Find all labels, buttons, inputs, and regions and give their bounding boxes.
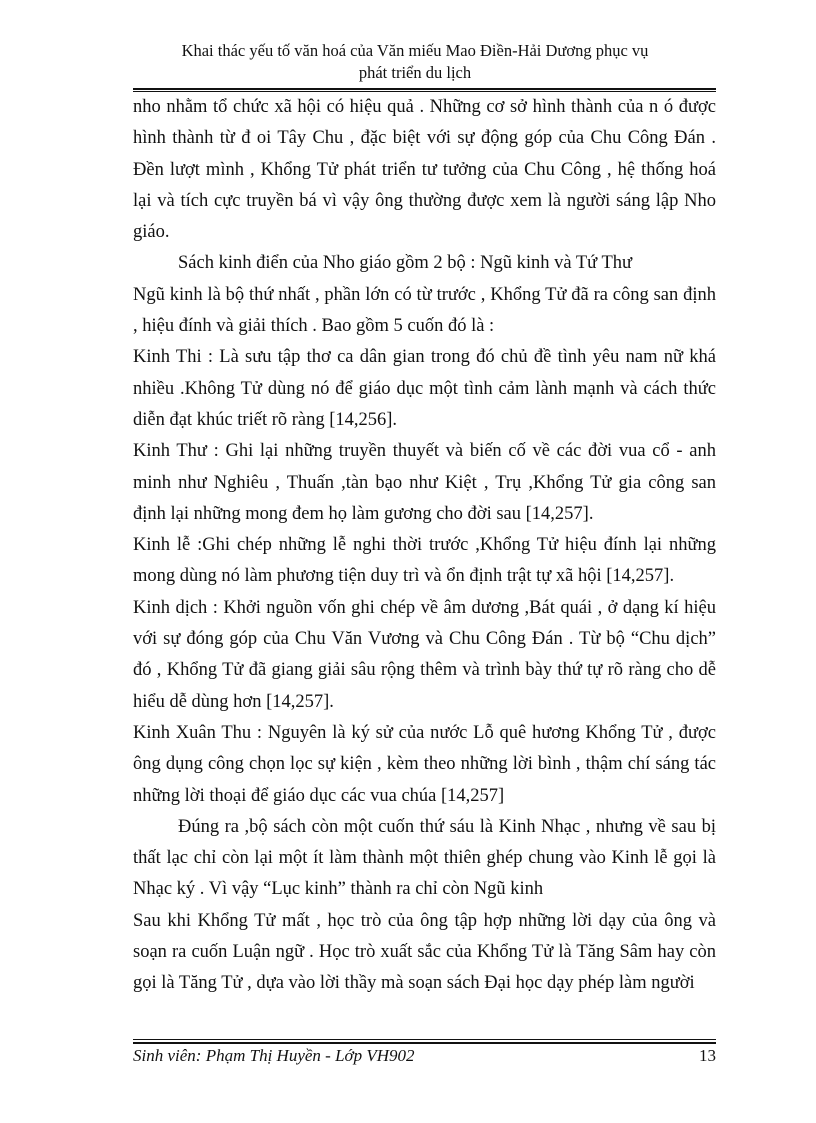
paragraph-luan-ngu: Sau khi Khổng Tử mất , học trò của ông tập hợp những lời dạy của ông và soạn ra cuốn Luận ngữ . Học trò xuất sắc của Khổng Tử là Tăng Sâm hay còn gọi là Tăng Tử , dựa vào lời thầy mà soạn sách Đại học dạy phép làm người bbox=[133, 910, 716, 994]
footer-author: Sinh viên: Phạm Thị Huyền - Lớp VH902 bbox=[133, 1046, 415, 1065]
header-title-line-2: phát triển du lịch bbox=[358, 63, 472, 82]
paragraph-classics-heading: Sách kinh điển của Nho giáo gồm 2 bộ : Ngũ kinh và Tứ Thư bbox=[178, 253, 633, 274]
paragraph-kinh-thu: Kinh Thư : Ghi lại những truyền thuyết và biến cố về các đời vua cổ - anh minh như Nghiêu , Thuấn ,tàn bạo như Kiệt , Trụ ,Khổng Tử gia công san định lại những mong đem họ làm gương cho đời sau [14,257]. bbox=[133, 441, 716, 524]
paragraph-kinh-dich: Kinh dịch : Khởi nguồn vốn ghi chép về âm dương ,Bát quái , ở dạng kí hiệu với sự đóng góp của Chu Văn Vương và Chu Công Đán . Từ bộ “Chu dịch” đó , Khổng Tử đã giang giải sâu rộng thêm và trình bày thứ tự rõ ràng cho dễ hiểu dễ dùng hơn [14,257]. bbox=[133, 597, 716, 712]
page-number: 13 bbox=[699, 1046, 716, 1065]
paragraph-kinh-thi: Kinh Thi : Là sưu tập thơ ca dân gian trong đó chủ đề tình yêu nam nữ khá nhiều .Không Tử dùng nó để giáo dục một tình cảm lành mạnh và cách thức diễn đạt khúc triết rõ ràng [14,256]. bbox=[133, 347, 716, 430]
header-divider bbox=[133, 88, 716, 90]
header-title-line-1: Khai thác yếu tố văn hoá của Văn miếu Mao Điền-Hải Dương phục vụ bbox=[181, 41, 649, 60]
footer-divider bbox=[133, 1042, 716, 1044]
footer-divider-thin bbox=[133, 1039, 716, 1040]
paragraph-kinh-xuan-thu: Kinh Xuân Thu : Nguyên là ký sử của nước Lỗ quê hương Khổng Tử , được ông dụng công chọn lọc sự kiện , kèm theo những lời bình , thậm chí sáng tác những lời thoại để giáo dục các vua chúa [14,257] bbox=[133, 722, 716, 806]
paragraph-kinh-le: Kinh lễ :Ghi chép những lễ nghi thời trước ,Khổng Tử hiệu đính lại những mong dùng nó làm phương tiện duy trì và ổn định trật tự xã hội [14,257]. bbox=[133, 535, 716, 587]
paragraph-ngu-kinh: Ngũ kinh là bộ thứ nhất , phần lớn có từ trước , Khổng Tử đã ra công san định , hiệu đính và giải thích . Bao gồm 5 cuốn đó là : bbox=[133, 284, 716, 337]
paragraph-kinh-nhac: Đúng ra ,bộ sách còn một cuốn thứ sáu là Kinh Nhạc , nhưng về sau bị thất lạc chỉ còn lại một ít làm thành một thiên ghép chung vào Kinh lễ gọi là Nhạc ký . Vì vậy “Lục kinh” thành ra chỉ còn Ngũ kinh bbox=[133, 816, 716, 900]
page-header bbox=[150, 40, 680, 84]
document-body bbox=[133, 92, 716, 1000]
paragraph-intro: nho nhằm tổ chức xã hội có hiệu quả . Những cơ sở hình thành của n ó được hình thành từ đ oi Tây Chu , đặc biệt với sự động góp của Chu Công Đán . Đền lượt mình , Khổng Tử phát triển tư tưởng của Chu Công , hệ thống hoá lại và tích cực truyền bá vì vậy ông thường được xem là người sáng lập Nho giáo. bbox=[133, 97, 716, 243]
